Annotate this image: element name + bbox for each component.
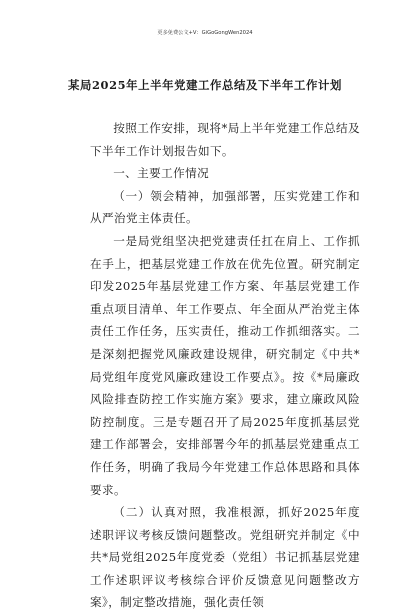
section-heading-1: 一、主要工作情况 <box>113 166 210 181</box>
body-paragraph-1: 一是局党组坚决把党建责任扛在肩上、工作抓在手上，把基层党建工作放在优先位置。研究制定印发2025年基层党建工作方案、年基层党建工作重点项目清单、年工作要点、年全面从严治党主体责任工作任务，压实责任，推动工作抓细落实。二是深刻把握党风廉政建设规律，研究制定《中共*局党组年度党风廉政建设工作要点》。按《*局廉政风险排查防控工作实施方案》要求，建立廉政风险防控制度。三是专题召开了局2025年度抓基层党建工作部署会，安排部署今年的抓基层党建重点工作任务，明确了我局今年党建工作总体思路和具体要求。 <box>90 233 360 497</box>
document-title: 某局2025年上半年党建工作总结及下半年工作计划 <box>68 78 342 92</box>
intro-paragraph: 按照工作安排，现将*局上半年党建工作总结及下半年工作计划报告如下。 <box>90 121 360 158</box>
header-note: 更多免费公文+V：GiGoGongWen2024 <box>157 30 253 36</box>
subsection-heading-1: （一）领会精神，加强部署，压实党建工作和从严治党主体责任。 <box>90 188 360 226</box>
subsection-heading-2: （二）认真对照，我准根源，抓好2025年度述职评议考核反馈问题整改。党组研究并制定《中共*局党组2025年度党委（党组）书记抓基层党建工作述职评议考核综合评价反馈意见问题整改方案》，制定整改措施，强化责任领 <box>90 505 360 610</box>
document-body <box>90 117 360 614</box>
